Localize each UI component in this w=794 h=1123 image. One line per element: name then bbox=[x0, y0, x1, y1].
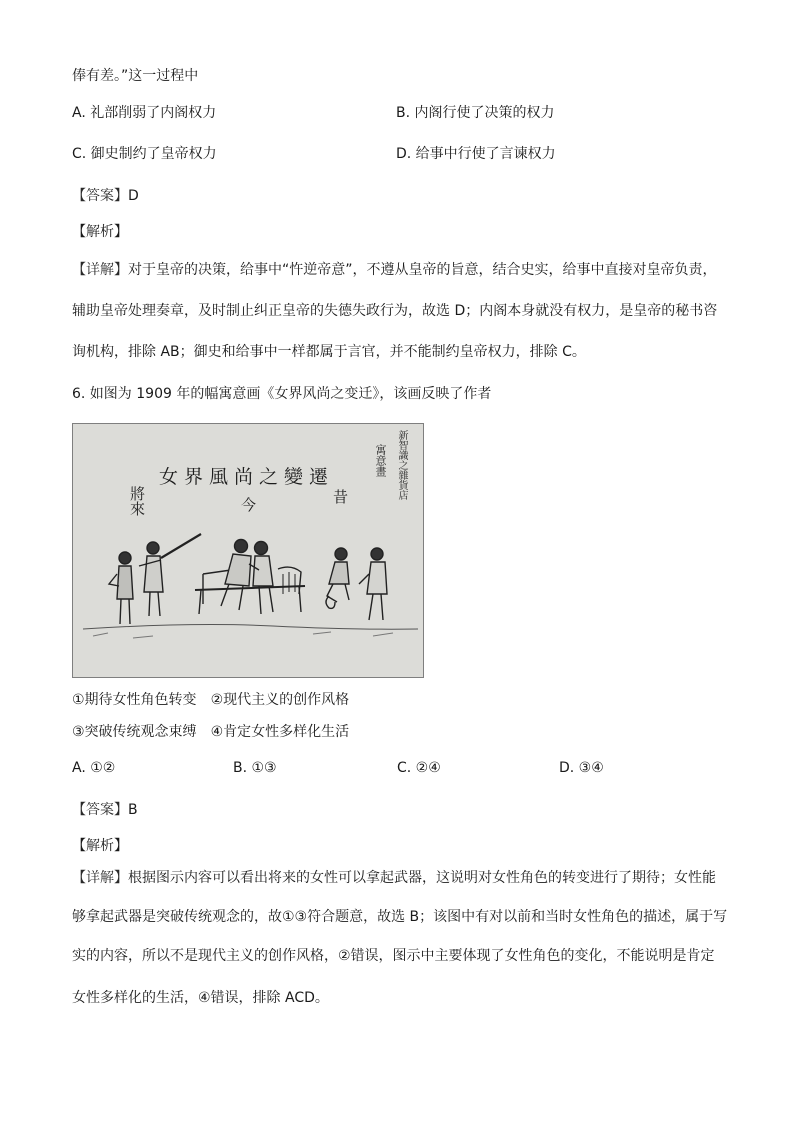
q5-stem-tail: 俸有差。”这一过程中 bbox=[72, 68, 199, 84]
cartoon-signature-2: 寓意畫 bbox=[374, 444, 387, 477]
q5-option-a: A. 礼部削弱了内阁权力 bbox=[72, 105, 217, 121]
q6-detail-line-3: 实的内容，所以不是现代主义的创作风格，②错误，图示中主要体现了女性角色的变化，不能说明是肯定 bbox=[72, 948, 715, 964]
q6-answer-value: B bbox=[128, 802, 138, 818]
q6-statement-2: ②现代主义的创作风格 bbox=[210, 692, 350, 708]
q6-detail-tag: 【详解】 bbox=[72, 870, 128, 886]
cartoon-title: 女界風尚之變遷 bbox=[159, 466, 335, 488]
q6-stem: 6. 如图为 1909 年的幅寓意画《女界风尚之变迁》，该画反映了作者 bbox=[72, 386, 492, 402]
q6-option-c: C. ②④ bbox=[397, 760, 441, 776]
q6-detail-text-1: 根据图示内容可以看出将来的女性可以拿起武器，这说明对女性角色的转变进行了期待；女性能 bbox=[128, 870, 716, 886]
q6-statements-row-2 bbox=[72, 722, 349, 742]
q6-detail-line-4: 女性多样化的生活，④错误，排除 ACD。 bbox=[72, 990, 329, 1006]
q6-answer-row bbox=[72, 800, 138, 820]
q6-option-b: B. ①③ bbox=[233, 760, 277, 776]
q6-detail-line-1 bbox=[72, 868, 716, 888]
q5-detail-line-2: 辅助皇帝处理奏章，及时制止纠正皇帝的失德失政行为，故选 D；内阁本身就没有权力，是皇帝的秘书咨 bbox=[72, 303, 718, 319]
cartoon-signature-1: 新智識之雜貨店 bbox=[396, 430, 407, 500]
q6-statement-3: ③突破传统观念束缚 bbox=[72, 724, 197, 740]
q5-detail-line-3: 询机构，排除 AB；御史和给事中一样都属于言官，并不能制约皇帝权力，排除 C。 bbox=[72, 344, 586, 360]
cartoon-label-now: 今 bbox=[241, 496, 257, 514]
q6-statements-row-1 bbox=[72, 690, 349, 710]
q5-option-c: C. 御史制约了皇帝权力 bbox=[72, 146, 217, 162]
q6-answer-tag: 【答案】 bbox=[72, 802, 128, 818]
q5-option-d: D. 给事中行使了言谏权力 bbox=[396, 146, 556, 162]
cartoon-label-past: 昔 bbox=[333, 488, 349, 506]
q5-detail-text-1: 对于皇帝的决策，给事中“忤逆帝意”，不遵从皇帝的旨意，结合史实，给事中直接对皇帝负责， bbox=[128, 262, 717, 278]
q5-answer-tag: 【答案】 bbox=[72, 188, 128, 204]
q5-detail-tag: 【详解】 bbox=[72, 262, 128, 278]
q6-detail-line-2: 够拿起武器是突破传统观念的，故①③符合题意，故选 B；该图中有对以前和当时女性角色的描述，属于写 bbox=[72, 909, 728, 925]
q6-cartoon-image bbox=[72, 423, 424, 678]
cartoon-label-future: 將來 bbox=[128, 486, 146, 516]
q6-statement-1: ①期待女性角色转变 bbox=[72, 692, 197, 708]
q6-analysis-tag: 【解析】 bbox=[72, 838, 128, 854]
q5-analysis-tag: 【解析】 bbox=[72, 224, 128, 240]
q6-option-d: D. ③④ bbox=[559, 760, 604, 776]
q5-answer-row bbox=[72, 186, 139, 206]
q5-option-b: B. 内阁行使了决策的权力 bbox=[396, 105, 555, 121]
q6-statement-4: ④肯定女性多样化生活 bbox=[210, 724, 350, 740]
q5-detail-line-1 bbox=[72, 260, 717, 280]
q5-answer-value: D bbox=[128, 188, 139, 204]
q6-option-a: A. ①② bbox=[72, 760, 116, 776]
